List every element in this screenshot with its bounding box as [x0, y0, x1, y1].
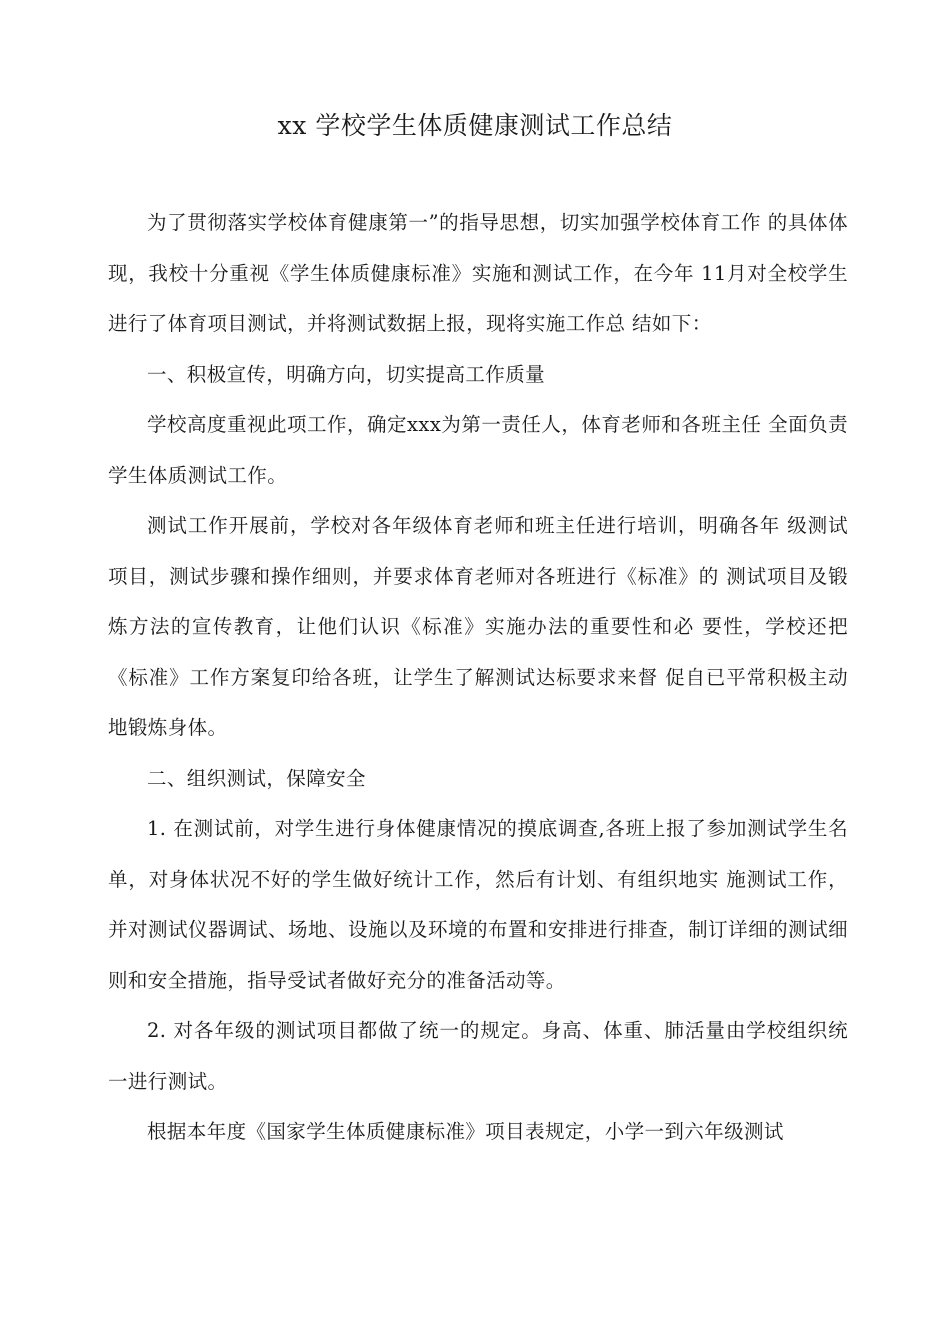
document-title: xx 学校学生体质健康测试工作总结 [277, 111, 673, 140]
paragraph-intro: 为了贯彻落实学校体育健康第一”的指导思想，切实加强学校体育工作 的具体体现，我校十分重视《学生体质健康标准》实施和测试工作，在今年 11月对全校学生进行了体育项目测试，并将测试数据上报，现将实施工作总 结如下： [108, 211, 848, 335]
document-body [108, 198, 848, 1158]
paragraph-item-1: 1. 在测试前，对学生进行身体健康情况的摸底调查,各班上报了参加测试学生名单，对身体状况不好的学生做好统计工作，然后有计划、有组织地实 施测试工作，并对测试仪器调试、场地、设施以及环境的布置和安排进行排查，制订详细的测试细则和安全措施，指导受试者做好充分的准备活动等。 [108, 817, 848, 992]
heading-section-1: 一、积极宣传，明确方向，切实提高工作质量 [147, 362, 546, 386]
paragraph-item-2: 2. 对各年级的测试项目都做了统一的规定。身高、体重、肺活量由学校组织统一进行测试。 [108, 1019, 848, 1093]
paragraph-training: 测试工作开展前，学校对各年级体育老师和班主任进行培训，明确各年 级测试项目，测试步骤和操作细则，并要求体育老师对各班进行《标准》的 测试项目及锻炼方法的宣传教育，让他们认识《标准》实施办法的重要性和必 要性，学校还把《标准》工作方案复印给各班，让学生了解测试达标要求来督 促自已平常积极主动地锻炼身体。 [108, 514, 848, 739]
heading-section-2: 二、组织测试，保障安全 [147, 766, 366, 790]
paragraph-responsibility: 学校高度重视此项工作，确定xxx为第一责任人，体育老师和各班主任 全面负责学生体质测试工作。 [108, 413, 848, 487]
paragraph-standard: 根据本年度《国家学生体质健康标准》项目表规定，小学一到六年级测试 [147, 1120, 784, 1143]
